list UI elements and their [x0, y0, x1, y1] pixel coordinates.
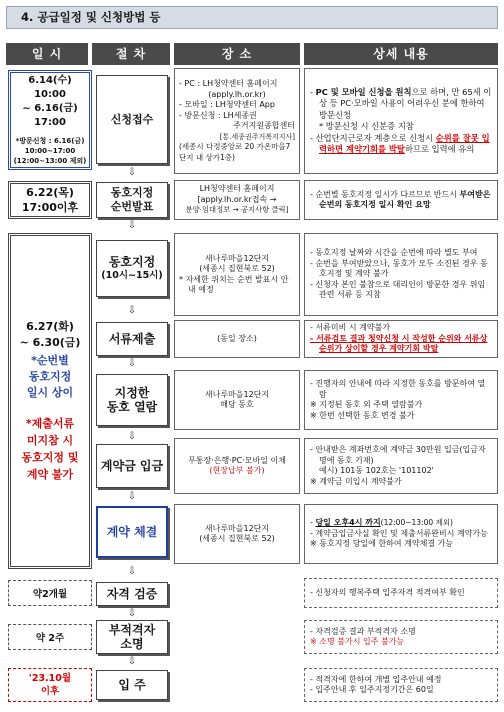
detail-bold: 부여받은 순번의 동호지정 일시 확인 요망 — [319, 189, 491, 209]
down-arrow-icon: ⇩ — [127, 305, 137, 316]
date-box-contract — [8, 233, 92, 569]
detail-text: - 순번별 동호지정 일시가 다르므로 반드시 — [310, 189, 460, 199]
place-line: 새나루마을12단지 — [204, 389, 270, 399]
date-note: 10:00~17:00 — [24, 147, 76, 155]
place-line: (동일 장소) — [217, 333, 257, 343]
place-line: 분양·임대정보 → 공지사항 클릭] — [185, 205, 289, 215]
date-note: *방문신청 : 6.16(금) — [15, 137, 85, 145]
step-label: 입 주 — [118, 678, 146, 692]
date-box-verification — [8, 580, 92, 606]
step-announcement — [96, 182, 168, 218]
date-line: 6.22(목) — [26, 186, 74, 199]
step-deposit — [96, 444, 168, 488]
step-unit-selection — [96, 240, 168, 297]
date-line: ~ 6.30(금) — [19, 336, 81, 349]
down-arrow-icon: ⇩ — [127, 358, 137, 369]
date-line: 약 2주 — [35, 633, 65, 644]
detail-text: 으로 하며, 만 65세 이상 등 PC·모바일 사용이 어려우신 분에 한하여 방문신청 — [319, 86, 492, 120]
place-line: (apply.lh.or.kr) — [208, 89, 266, 99]
detail-line: ※ 동호지정 당일에 한하여 계약체결 가능 — [310, 539, 454, 549]
date-note: (12:00~13:00 제외) — [13, 157, 87, 165]
place-line: LH청약센터 홈페이지 — [199, 184, 275, 194]
step-verification — [96, 582, 168, 606]
detail-warning: ※ 소명 불가시 입주 불가능 — [310, 637, 405, 646]
step-label: 동호지정 — [110, 186, 154, 199]
step-label: 순번발표 — [110, 200, 154, 213]
down-arrow-icon: ⇩ — [127, 167, 137, 178]
date-box-appeal — [8, 624, 92, 650]
place-line: (세종시 집현북로 52) — [199, 264, 275, 273]
detail-deposit — [304, 438, 498, 494]
step-label: (10시~15시) — [101, 269, 163, 281]
step-label: 동호지정 — [108, 254, 156, 269]
date-note: 동호지정 — [28, 370, 72, 383]
step-label: 계약금 입금 — [100, 459, 164, 473]
date-note: 동호지정 및 — [21, 451, 79, 464]
date-note: 일시 상이 — [26, 386, 74, 399]
step-label: 서류제출 — [108, 332, 156, 346]
detail-line: 예시) 101동 102호는 '101102' — [319, 466, 434, 475]
detail-line: - 신청자의 행복주택 입주자격 적격여부 확인 — [310, 587, 465, 597]
date-line: 6.27(화) — [26, 320, 74, 333]
place-application — [174, 68, 300, 174]
detail-line: ※ 지정된 동호 외 주택 열람불가 — [310, 400, 423, 409]
detail-line: ※ 한번 선택한 동호 변경 불가 — [310, 410, 415, 420]
detail-line: ※ 계약금 미입시 계약불가 — [310, 476, 402, 486]
place-line: 단지 내 상가1층) — [179, 152, 235, 162]
date-box-move-in — [8, 668, 92, 702]
detail-unit-selection — [304, 233, 498, 316]
detail-line: - 안내받은 계좌번호에 계약금 30만원 입금(입금자명에 동호 기재) — [310, 445, 486, 465]
place-unit-selection — [174, 233, 300, 316]
date-note: *제출서류 — [25, 417, 75, 430]
place-line: 새나루마을12단지 — [204, 253, 270, 263]
step-appeal — [96, 620, 168, 654]
header-place: 장 소 — [174, 43, 300, 65]
place-line: [통.세종권주거복지지사] — [219, 132, 295, 141]
place-line: * 자세한 위치는 순번 발표시 안내 예정 — [179, 274, 289, 294]
detail-line: * 방문신청 시 신분증 지참 — [319, 121, 414, 131]
detail-appeal — [304, 620, 498, 654]
date-note: 미지참 시 — [26, 434, 74, 447]
date-line: ~ 6.16(금) — [22, 103, 78, 114]
place-document-submission — [174, 320, 300, 358]
date-note: *순번별 — [31, 354, 69, 367]
place-unit-viewing — [174, 370, 300, 430]
detail-contract-signing: - 당일 오후4시 까지(12:00~13:00 제외) - 계약금입금사실 확인 및 제출서류완비시 계약가능 ※ 동호지정 당일에 한하여 계약체결 가능 — [304, 504, 498, 564]
detail-text: (12:00~13:00 제외) — [380, 518, 453, 528]
down-arrow-icon: ⇩ — [127, 656, 137, 667]
date-line: 17:00이후 — [21, 201, 79, 214]
place-line: - 방문신청 : LH세종권 — [179, 110, 257, 120]
place-line: (현장납부 불가) — [209, 466, 265, 475]
step-label: 지정한 — [114, 386, 150, 400]
step-label: 신청접수 — [110, 112, 154, 126]
place-contract-signing — [174, 504, 300, 564]
detail-line: - 순번을 부여받았으나, 동호가 모두 소진된 경우 동호지정 및 계약 불가 — [310, 258, 488, 279]
detail-unit-viewing — [304, 370, 498, 430]
down-arrow-icon: ⇩ — [127, 491, 137, 502]
detail-line: - 자격검증 결과 부적격자 소명 — [310, 626, 416, 636]
step-label: 계약 체결 — [106, 525, 158, 539]
step-label: 동호 열람 — [106, 400, 158, 414]
step-label: 자격 검증 — [106, 587, 158, 601]
place-line: 해당 동호 — [220, 400, 254, 409]
place-line: [apply.lh.or.kr접속 → — [197, 194, 277, 204]
down-arrow-icon: ⇩ — [127, 431, 137, 442]
step-unit-viewing — [96, 374, 168, 426]
step-label: 소명 — [120, 637, 144, 651]
detail-line: - 입주안내 후 입주지정기간은 60일 — [310, 685, 434, 694]
step-application — [96, 75, 168, 164]
detail-document-submission — [304, 320, 498, 358]
date-line: 17:00 — [34, 117, 66, 128]
section-title: 4. 공급일정 및 신청방법 등 — [6, 6, 498, 29]
date-line: 6.14(수) 10:00 — [28, 75, 72, 100]
detail-move-in — [304, 668, 498, 702]
date-box-application — [8, 70, 92, 170]
detail-warning: 순위를 잘못 입력하면 계약기회를 박탈 — [319, 132, 490, 154]
place-line: - PC : LH청약센터 홈페이지 — [179, 79, 278, 88]
down-arrow-icon: ⇩ — [127, 220, 137, 231]
header-step: 절 차 — [92, 43, 170, 65]
place-deposit — [174, 438, 300, 494]
detail-line: - 서류미비 시 계약불가 — [310, 323, 391, 333]
detail-text: 하므로 입력에 유의 — [404, 144, 475, 154]
detail-line: - 계약금입금사실 확인 및 제출서류완비시 계약가능 — [310, 528, 488, 538]
place-announcement — [174, 180, 300, 220]
place-line: (세종시 집현북로 52) — [199, 534, 275, 543]
step-move-in — [96, 670, 168, 700]
place-line: 주거지원종합센터 — [233, 121, 295, 130]
place-line: 새나루마을12단지 — [204, 523, 270, 533]
detail-application: - PC 및 모바일 신청을 원칙으로 하며, 만 65세 이상 등 PC·모바일 사용이 어려우신 분에 한하여 방문신청 * 방문신청 시 신분증 지참 - 산업단지근로자 계층으로 신청시 순위를 잘못 입력하면 계약기회를 박탈하므로 입력에 유의 — [304, 68, 498, 174]
down-arrow-icon: ⇩ — [127, 566, 137, 577]
place-line: (세종시 다정중앙로 20 가온마을7 — [179, 142, 291, 151]
detail-line: - 신청자 본인 불참으로 대리인이 방문한 경우 위임 관련 서류 등 지참 — [310, 279, 486, 300]
detail-verification — [304, 578, 498, 608]
step-document-submission — [96, 322, 168, 356]
place-line: - 모바일 : LH청약센터 App — [179, 100, 275, 109]
header-detail: 상세 내용 — [304, 43, 498, 65]
detail-announcement — [304, 180, 498, 220]
header-date: 일 시 — [6, 43, 88, 65]
step-contract-signing — [96, 506, 168, 558]
date-note: 계약 불가 — [26, 468, 74, 481]
place-line: 무통장·은행·PC·모바일 이체 — [188, 455, 286, 465]
detail-line: - 적격자에 한하여 개별 입주안내 예정 — [310, 674, 442, 684]
date-line: 이후 — [40, 686, 60, 697]
date-box-announcement — [8, 181, 92, 219]
down-arrow-icon: ⇩ — [127, 608, 137, 619]
detail-bold: 당일 오후4시 까지 — [315, 518, 381, 528]
detail-warning: - 서류검토 결과 청약신청 시 작성한 순위와 서류상 순위가 상이할 경우 계약기회 박탈 — [310, 333, 488, 354]
detail-line: - 진행자의 안내에 따라 지정한 동호를 방문하여 열람 — [310, 379, 486, 399]
detail-bold: PC 및 모바일 신청을 원칙 — [315, 86, 412, 97]
step-label: 부적격자 — [108, 623, 156, 637]
date-line: '23.10월 — [28, 673, 72, 684]
date-line: 약2개월 — [32, 589, 68, 600]
detail-text: - 산업단지근로자 계층으로 신청시 — [310, 132, 436, 143]
detail-line: - 동호지정 날짜와 시간을 순번에 따라 별도 부여 — [310, 248, 478, 258]
